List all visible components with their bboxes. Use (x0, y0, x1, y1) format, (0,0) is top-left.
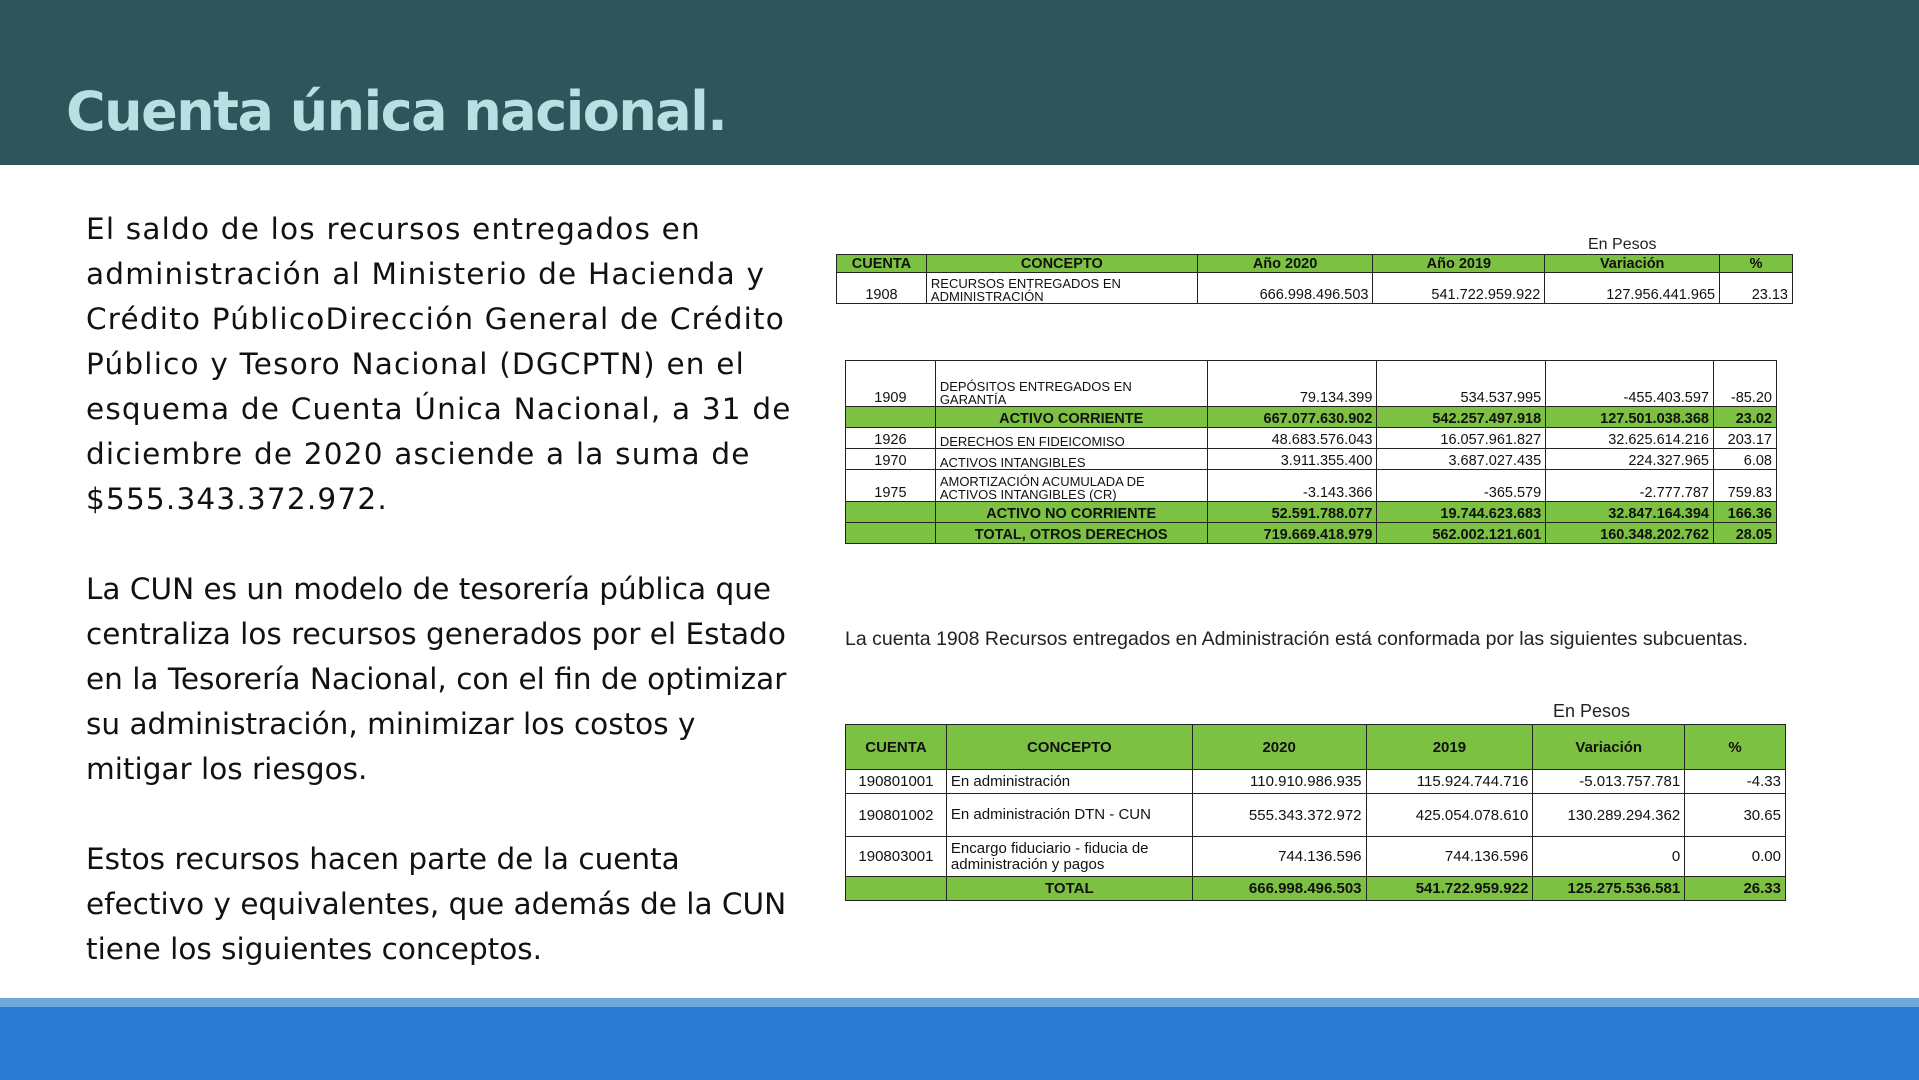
cell-pct: 759.83 (1714, 470, 1777, 502)
concepto-line: RECURSOS ENTREGADOS EN (930, 276, 1121, 291)
cell-2019: 3.687.027.435 (1377, 449, 1546, 470)
cell-pct: 30.65 (1685, 794, 1786, 837)
cell-cuenta (846, 523, 936, 544)
text-clip-mask (806, 200, 836, 1000)
cell-concepto: ACTIVO NO CORRIENTE (935, 502, 1207, 523)
header-variacion: Variación (1533, 725, 1685, 770)
cell-2020: 48.683.576.043 (1207, 428, 1377, 449)
cell-cuenta (846, 877, 947, 901)
cell-2020: 667.077.630.902 (1207, 407, 1377, 428)
cell-concepto: En administración (946, 770, 1192, 794)
paragraph-saldo: El saldo de los recursos entregados en administración al Ministerio de Hacienda y Crédito PúblicoDirección General de Crédito Público y Tesoro Nacional (DGCPTN) en el esquema de Cuenta Única Nacional, a 31 de diciembre de 2020 asciende a la suma de $555.343.372.972. (86, 212, 792, 516)
slide-title: Cuenta única nacional. (66, 80, 727, 143)
concepto-line: Encargo fiduciario - fiducia de (950, 839, 1149, 857)
cell-pct: 6.08 (1714, 449, 1777, 470)
total-row (846, 877, 1786, 901)
cell-cuenta: 190801002 (846, 794, 947, 837)
cell-concepto: ACTIVOS INTANGIBLES (935, 449, 1207, 470)
table-header-row (846, 725, 1786, 770)
cell-pct: 203.17 (1714, 428, 1777, 449)
cell-concepto: ACTIVO CORRIENTE (935, 407, 1207, 428)
cell-2019: 744.136.596 (1366, 837, 1533, 877)
cell-variacion: 127.956.441.965 (1545, 273, 1720, 304)
cell-2020: 110.910.986.935 (1192, 770, 1366, 794)
cell-2020: 719.669.418.979 (1207, 523, 1377, 544)
cell-2019: 115.924.744.716 (1366, 770, 1533, 794)
cell-pct: 26.33 (1685, 877, 1786, 901)
total-row (846, 523, 1777, 544)
table-subcuentas (845, 724, 1786, 901)
cell-variacion: 0 (1533, 837, 1685, 877)
cell-variacion: -455.403.597 (1546, 361, 1714, 407)
header-concepto: CONCEPTO (926, 255, 1197, 273)
cell-variacion: 130.289.294.362 (1533, 794, 1685, 837)
paragraph-recursos: Estos recursos hacen parte de la cuenta efectivo y equivalentes, que además de la CUN tiene los siguientes conceptos. (86, 842, 787, 966)
body-text (86, 207, 806, 987)
cell-2019: 534.537.995 (1377, 361, 1546, 407)
cell-2019: 19.744.623.683 (1377, 502, 1546, 523)
table-row (846, 361, 1777, 407)
cell-pct: 166.36 (1714, 502, 1777, 523)
cell-cuenta: 1909 (846, 361, 936, 407)
cell-concepto: TOTAL (946, 877, 1192, 901)
table-row (846, 428, 1777, 449)
table-row (846, 770, 1786, 794)
subcuentas-note: La cuenta 1908 Recursos entregados en Administración está conformada por las siguientes subcuentas. (845, 628, 1748, 650)
cell-cuenta: 190801001 (846, 770, 947, 794)
cell-2019: -365.579 (1377, 470, 1546, 502)
cell-2020: 52.591.788.077 (1207, 502, 1377, 523)
header-cuenta: CUENTA (837, 255, 927, 273)
cell-pct: 28.05 (1714, 523, 1777, 544)
concepto-line: ADMINISTRACIÓN (930, 289, 1044, 304)
cell-cuenta: 1975 (846, 470, 936, 502)
cell-variacion: 224.327.965 (1546, 449, 1714, 470)
table-header-row (837, 255, 1793, 273)
cell-2019: 541.722.959.922 (1373, 273, 1545, 304)
header-2020: Año 2020 (1197, 255, 1373, 273)
table-recursos-entregados (836, 254, 1793, 304)
header-2019: 2019 (1366, 725, 1533, 770)
cell-2020: 555.343.372.972 (1192, 794, 1366, 837)
header-concepto: CONCEPTO (946, 725, 1192, 770)
cell-concepto: TOTAL, OTROS DERECHOS (935, 523, 1207, 544)
cell-variacion: 125.275.536.581 (1533, 877, 1685, 901)
cell-concepto: En administración DTN - CUN (946, 794, 1192, 837)
cell-2019: 16.057.961.827 (1377, 428, 1546, 449)
cell-2019: 542.257.497.918 (1377, 407, 1546, 428)
cell-cuenta: 1908 (837, 273, 927, 304)
slide-footer (0, 1007, 1919, 1080)
cell-pct: 23.13 (1720, 273, 1793, 304)
table-row (846, 470, 1777, 502)
cell-2020: 3.911.355.400 (1207, 449, 1377, 470)
table3-unit-label: En Pesos (1553, 701, 1631, 721)
header-2020: 2020 (1192, 725, 1366, 770)
cell-concepto (926, 273, 1197, 304)
table-row (846, 837, 1786, 877)
concepto-line: DEPÓSITOS ENTREGADOS EN (939, 379, 1132, 394)
cell-variacion: 127.501.038.368 (1546, 407, 1714, 428)
cell-concepto (946, 837, 1192, 877)
table1-unit-label: En Pesos (1588, 236, 1657, 253)
cell-pct: 0.00 (1685, 837, 1786, 877)
cell-2019: 541.722.959.922 (1366, 877, 1533, 901)
concepto-line: ACTIVOS INTANGIBLES (CR) (939, 487, 1117, 502)
cell-2019: 562.002.121.601 (1377, 523, 1546, 544)
cell-pct: 23.02 (1714, 407, 1777, 428)
cell-cuenta: 190803001 (846, 837, 947, 877)
cell-cuenta: 1926 (846, 428, 936, 449)
header-pct: % (1685, 725, 1786, 770)
concepto-line: AMORTIZACIÓN ACUMULADA DE (939, 474, 1145, 489)
table-row (837, 273, 1793, 304)
cell-variacion: 32.625.614.216 (1546, 428, 1714, 449)
cell-2020: -3.143.366 (1207, 470, 1377, 502)
table-otros-derechos (845, 360, 1777, 544)
cell-cuenta (846, 407, 936, 428)
cell-concepto (935, 361, 1207, 407)
header-2019: Año 2019 (1373, 255, 1545, 273)
header-cuenta: CUENTA (846, 725, 947, 770)
cell-2020: 666.998.496.503 (1192, 877, 1366, 901)
cell-pct: -85.20 (1714, 361, 1777, 407)
header-variacion: Variación (1545, 255, 1720, 273)
cell-concepto (935, 470, 1207, 502)
cell-variacion: 160.348.202.762 (1546, 523, 1714, 544)
cell-2020: 79.134.399 (1207, 361, 1377, 407)
concepto-line: administración y pagos (950, 855, 1105, 873)
table-row (846, 794, 1786, 837)
cell-concepto: DERECHOS EN FIDEICOMISO (935, 428, 1207, 449)
header-pct: % (1720, 255, 1793, 273)
cell-variacion: 32.847.164.394 (1546, 502, 1714, 523)
cell-2020: 666.998.496.503 (1197, 273, 1373, 304)
footer-accent-line (0, 998, 1919, 1007)
paragraph-cun: La CUN es un modelo de tesorería pública que centraliza los recursos generados por el Estado en la Tesorería Nacional, con el fin de optimizar su administración, minimizar los costos y mitigar los riesgos. (86, 572, 787, 786)
subtotal-row (846, 407, 1777, 428)
cell-cuenta: 1970 (846, 449, 936, 470)
concepto-line: GARANTÍA (939, 392, 1007, 407)
cell-2019: 425.054.078.610 (1366, 794, 1533, 837)
cell-variacion: -2.777.787 (1546, 470, 1714, 502)
table-row (846, 449, 1777, 470)
cell-pct: -4.33 (1685, 770, 1786, 794)
cell-variacion: -5.013.757.781 (1533, 770, 1685, 794)
subtotal-row (846, 502, 1777, 523)
cell-cuenta (846, 502, 936, 523)
cell-2020: 744.136.596 (1192, 837, 1366, 877)
